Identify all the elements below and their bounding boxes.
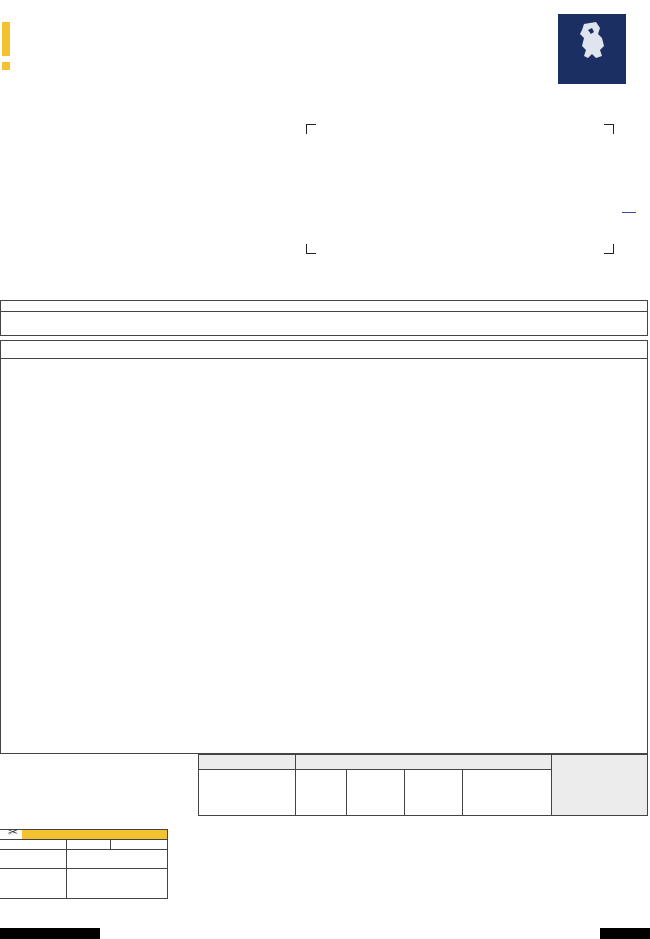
coupon-title-band [22, 830, 167, 839]
totals-col-2 [346, 769, 347, 816]
window-corner-tr [604, 124, 614, 134]
peugeot-logo [558, 14, 626, 84]
window-corner-br [604, 244, 614, 254]
totals-col-4 [462, 769, 463, 816]
coupon-divider-1 [0, 839, 168, 840]
lines-header-divider [0, 358, 648, 359]
footer-site [0, 928, 100, 939]
vehicle-table-divider [0, 311, 648, 312]
coupon-divider-3 [0, 868, 168, 869]
window-corner-tl [306, 124, 316, 134]
coupon-col-2 [110, 839, 111, 849]
lion-icon [558, 16, 626, 68]
totals-col-3 [404, 769, 405, 816]
yellow-corner-mark [2, 22, 10, 56]
totals-col-5 [551, 754, 552, 816]
window-corner-bl [306, 244, 316, 254]
totals-col-1 [295, 754, 296, 816]
footer-size [600, 928, 650, 939]
conditions-text [176, 862, 646, 873]
scissors-icon: ✂ [8, 825, 19, 839]
totals-header-band [199, 755, 551, 769]
lines-table [0, 340, 648, 754]
coupon-divider-2 [0, 849, 168, 850]
totals-header-divider [198, 769, 551, 770]
yellow-tab-mark [2, 62, 10, 70]
coupon-col-1 [66, 839, 67, 899]
fold-mark [622, 212, 636, 213]
ttc-shade [551, 755, 647, 815]
vehicle-table [0, 300, 648, 336]
